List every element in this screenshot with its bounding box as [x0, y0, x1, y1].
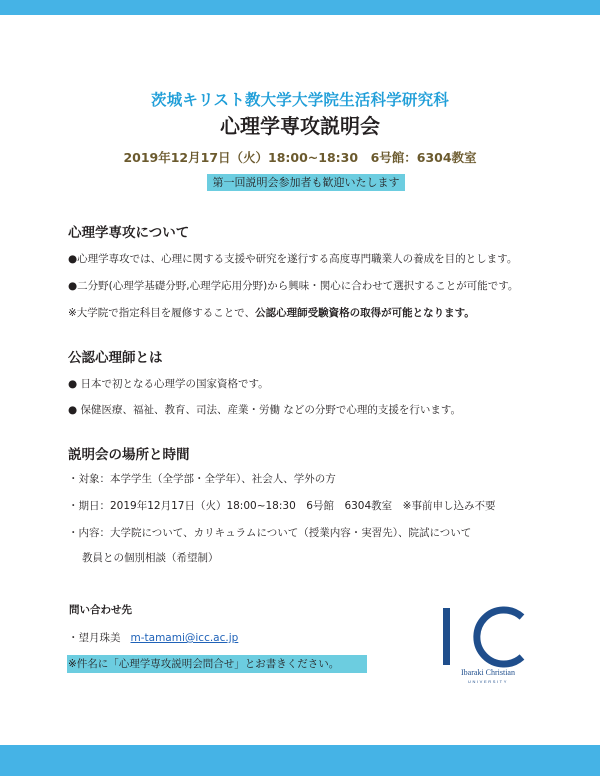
psychologist-line-2: ● 保健医療、福祉、教育、司法、産業・労働 などの分野で心理的支援を行います。 — [68, 404, 461, 416]
logo-name: Ibaraki Christian — [461, 668, 515, 677]
section-heading-major: 心理学専攻について — [68, 225, 190, 241]
contact-line — [68, 630, 238, 645]
subject-note: ※件名に「心理学専攻説明会問合せ」とお書きください。 — [67, 655, 367, 673]
top-band — [0, 0, 600, 15]
contact-email-link[interactable]: m-tamami@icc.ac.jp — [130, 632, 239, 644]
university-logo — [438, 605, 538, 685]
event-content-2: 教員との個別相談（希望制） — [82, 552, 219, 564]
major-fields-text: ●二分野(心理学基礎分野,心理学応用分野)から興味・関心に合わせて選択することが可能です。 — [68, 280, 519, 292]
welcome-banner: 第一回説明会参加者も歓迎いたします — [207, 174, 405, 191]
graduate-school-name: 茨城キリスト教大学大学院生活科学研究科 — [151, 91, 449, 109]
logo-letter-c — [477, 610, 522, 664]
contact-name: ・望月珠美 — [68, 632, 121, 644]
major-purpose-text: ●心理学専攻では、心理に関する支援や研究を遂行する高度専門職業人の養成を目的とします。 — [68, 253, 518, 265]
logo-letter-i — [443, 608, 450, 665]
major-qualification-text: ※大学院で指定科目を履修することで、公認心理師受験資格の取得が可能となります。 — [68, 307, 475, 319]
page-title: 心理学専攻説明会 — [220, 114, 380, 138]
event-dateline: 2019年12月17日（火）18:00~18:30 6号館：6304教室 — [123, 150, 477, 165]
psychologist-line-1: ● 日本で初となる心理学の国家資格です。 — [68, 378, 269, 390]
section-heading-place-time: 説明会の場所と時間 — [68, 447, 190, 463]
target-audience: ・対象：本学学生（全学部・全学年）、社会人、学外の方 — [68, 473, 336, 485]
logo-subtext: UNIVERSITY — [467, 679, 509, 684]
section-heading-psychologist: 公認心理師とは — [68, 350, 163, 366]
contact-heading: 問い合わせ先 — [69, 604, 132, 616]
bottom-band — [0, 745, 600, 776]
event-content: ・内容：大学院について、カリキュラムについて（授業内容・実習先）、院試について — [68, 527, 472, 539]
qualification-emphasis: 公認心理師受験資格の取得が可能となります。 — [255, 307, 475, 319]
event-date: ・期日：2019年12月17日（火）18:00~18:30 6号館 6304教室 ※事前申し込み不要 — [68, 500, 496, 512]
